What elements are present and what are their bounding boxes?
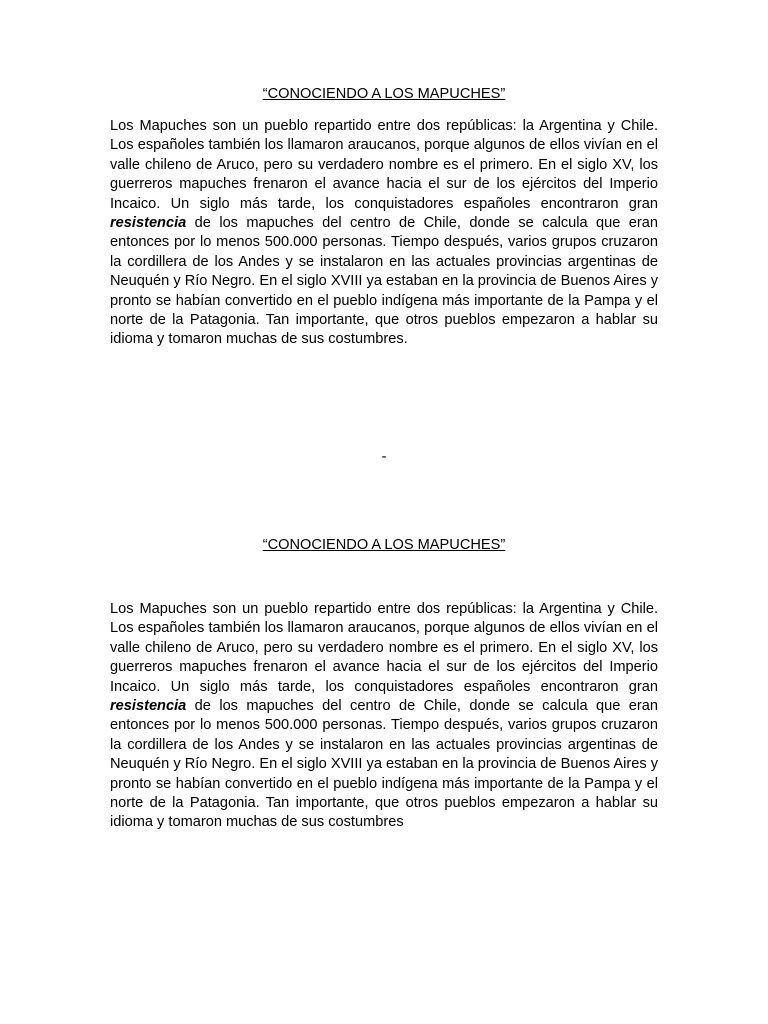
section-1-text-after: de los mapuches del centro de Chile, donde se calcula que eran entonces por lo menos 500.000 personas. Tiempo después, varios grupos cruzaron la cordillera de los Andes y se instalaron en las actuales provincias argentinas de Neuquén y Río Negro. En el siglo XVIII ya estaban en la provincia de Buenos Aires y pronto se habían convertido en el pueblo indígena más importante de la Pampa y el norte de la Patagonia. Tan importante, que otros pueblos empezaron a hablar su idioma y tomaron muchas de sus costumbres. [110, 215, 658, 348]
section-1-emphasis: resistencia [110, 215, 187, 232]
section-2-text-before: Los Mapuches son un pueblo repartido entre dos repúblicas: la Argentina y Chile. Los españoles también los llamaron araucanos, porque algunos de ellos vivían en el valle chileno de Aruco, pero su verdadero nombre es el primero. En el siglo XV, los guerreros mapuches frenaron el avance hacia el sur de los ejércitos del Imperio Incaico. Un siglo más tarde, los conquistadores españoles encontraron gran [110, 601, 658, 695]
page-separator: - [381, 449, 387, 465]
section-1-title: “CONOCIENDO A LOS MAPUCHES” [262, 86, 506, 102]
section-1-paragraph [110, 117, 658, 350]
section-2-emphasis: resistencia [110, 698, 187, 715]
section-2-title: “CONOCIENDO A LOS MAPUCHES” [262, 537, 506, 553]
section-1-text-before: Los Mapuches son un pueblo repartido entre dos repúblicas: la Argentina y Chile. Los españoles también los llamaron araucanos, porque algunos de ellos vivían en el valle chileno de Aruco, pero su verdadero nombre es el primero. En el siglo XV, los guerreros mapuches frenaron el avance hacia el sur de los ejércitos del Imperio Incaico. Un siglo más tarde, los conquistadores españoles encontraron gran [110, 118, 658, 212]
section-2-text-after: de los mapuches del centro de Chile, donde se calcula que eran entonces por lo menos 500.000 personas. Tiempo después, varios grupos cruzaron la cordillera de los Andes y se instalaron en las actuales provincias argentinas de Neuquén y Río Negro. En el siglo XVIII ya estaban en la provincia de Buenos Aires y pronto se habían convertido en el pueblo indígena más importante de la Pampa y el norte de la Patagonia. Tan importante, que otros pueblos empezaron a hablar su idioma y tomaron muchas de sus costumbres [110, 698, 658, 831]
section-2-paragraph [110, 600, 658, 833]
